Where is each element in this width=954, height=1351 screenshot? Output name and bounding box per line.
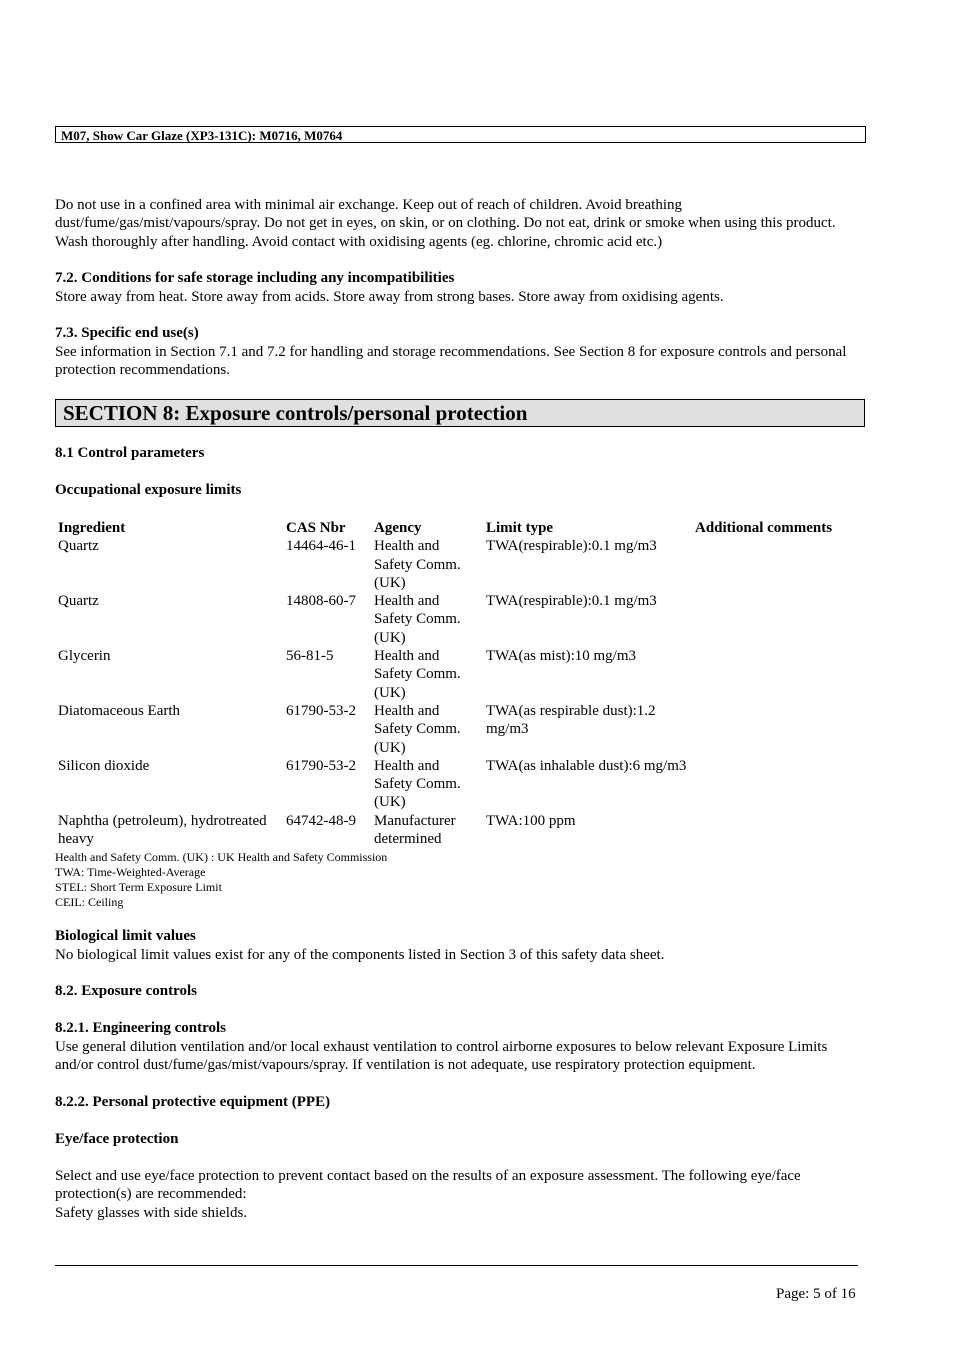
cell-ingredient: Quartz [58, 593, 99, 610]
cell-limit: TWA(respirable):0.1 mg/m3 [486, 593, 657, 610]
biological-limits-heading: Biological limit values [55, 928, 196, 944]
cell-agency: Health and Safety Comm. (UK) [374, 702, 461, 756]
cell-agency: Health and Safety Comm. (UK) [374, 538, 461, 591]
cell-agency: Health and Safety Comm. (UK) [374, 648, 461, 701]
handling-text: Do not use in a confined area with minimal air exchange. Keep out of reach of children. Avoid breathing dust/fume/gas/mist/vapours/spray. Do not get in eyes, on skin, or on clothing. Do not eat, drink or smoke when using this product. Wash thoroughly after handling. Avoid contact with oxidising agents (eg. chlorine, chromic acid etc.) [55, 197, 836, 250]
storage-heading: 7.2. Conditions for safe storage including any incompatibilities [55, 270, 455, 286]
table-row [55, 757, 868, 812]
cell-ingredient: Quartz [58, 538, 99, 555]
ppe-heading: 8.2.2. Personal protective equipment (PPE) [55, 1094, 331, 1110]
cell-ingredient: Glycerin [58, 648, 111, 665]
end-use-text: See information in Section 7.1 and 7.2 for handling and storage recommendations. See Section 8 for exposure controls and personal protection recommendations. [55, 344, 847, 379]
cell-cas: 14808-60-7 [286, 593, 356, 610]
storage-text: Store away from heat. Store away from acids. Store away from strong bases. Store away from oxidising agents. [55, 289, 724, 305]
cell-cas: 56-81-5 [286, 648, 334, 665]
cell-ingredient: Silicon dioxide [58, 757, 150, 774]
cell-comments [692, 757, 868, 812]
cell-limit: TWA(as respirable dust):1.2 mg/m3 [486, 702, 656, 738]
cell-cas: 64742-48-9 [286, 812, 356, 829]
exposure-controls-heading: 8.2. Exposure controls [55, 983, 197, 999]
page-number: Page: 5 of 16 [776, 1286, 856, 1302]
footnote: STEL: Short Term Exposure Limit [55, 880, 222, 894]
cell-ingredient: Diatomaceous Earth [58, 702, 181, 719]
eye-protection-heading: Eye/face protection [55, 1131, 179, 1147]
col-additional-comments: Additional comments [695, 520, 833, 536]
table-row [55, 702, 868, 757]
table-row [55, 812, 868, 849]
control-parameters-heading: 8.1 Control parameters [55, 445, 205, 461]
footnote: CEIL: Ceiling [55, 895, 124, 909]
table-row [55, 647, 868, 702]
cell-agency: Health and Safety Comm. (UK) [374, 593, 461, 646]
cell-cas: 61790-53-2 [286, 702, 356, 719]
cell-comments [692, 592, 868, 647]
table-row [55, 537, 868, 592]
section-8-title: SECTION 8: Exposure controls/personal protection [55, 399, 865, 427]
engineering-controls-text: Use general dilution ventilation and/or local exhaust ventilation to control airborne exposures to below relevant Exposure Limits and/or control dust/fume/gas/mist/vapours/spray. If ventilation is not adequate, use respiratory protection equipment. [55, 1039, 828, 1074]
cell-ingredient: Naphtha (petroleum), hydrotreated heavy [58, 812, 267, 848]
cell-comments [692, 647, 868, 702]
col-cas: CAS Nbr [286, 520, 346, 536]
eye-protection-item: Safety glasses with side shields. [55, 1205, 248, 1221]
oel-heading: Occupational exposure limits [55, 482, 242, 498]
exposure-limits-table [55, 519, 868, 848]
cell-limit: TWA:100 ppm [486, 812, 576, 829]
cell-limit: TWA(respirable):0.1 mg/m3 [486, 538, 657, 555]
engineering-controls-heading: 8.2.1. Engineering controls [55, 1020, 226, 1036]
table-footnotes [55, 850, 387, 910]
cell-comments [692, 812, 868, 849]
cell-limit: TWA(as mist):10 mg/m3 [486, 648, 636, 665]
cell-agency: Health and Safety Comm. (UK) [374, 757, 461, 811]
footnote: TWA: Time-Weighted-Average [55, 865, 206, 879]
cell-agency: Manufacturer determined [374, 812, 456, 848]
eye-protection-text: Select and use eye/face protection to prevent contact based on the results of an exposure assessment. The following eye/face protection(s) are recommended: [55, 1168, 801, 1203]
cell-comments [692, 537, 868, 592]
cell-cas: 14464-46-1 [286, 538, 356, 555]
cell-comments [692, 702, 868, 757]
biological-limits-text: No biological limit values exist for any of the components listed in Section 3 of this safety data sheet. [55, 947, 665, 963]
footer-divider [55, 1265, 858, 1266]
col-ingredient: Ingredient [58, 520, 126, 536]
table-row [55, 592, 868, 647]
cell-cas: 61790-53-2 [286, 757, 356, 774]
col-agency: Agency [374, 520, 422, 536]
col-limit-type: Limit type [486, 520, 554, 536]
cell-limit: TWA(as inhalable dust):6 mg/m3 [486, 757, 687, 774]
end-use-heading: 7.3. Specific end use(s) [55, 325, 199, 341]
document-header: M07, Show Car Glaze (XP3-131C): M0716, M0764 [55, 126, 866, 143]
footnote: Health and Safety Comm. (UK) : UK Health and Safety Commission [55, 850, 388, 864]
